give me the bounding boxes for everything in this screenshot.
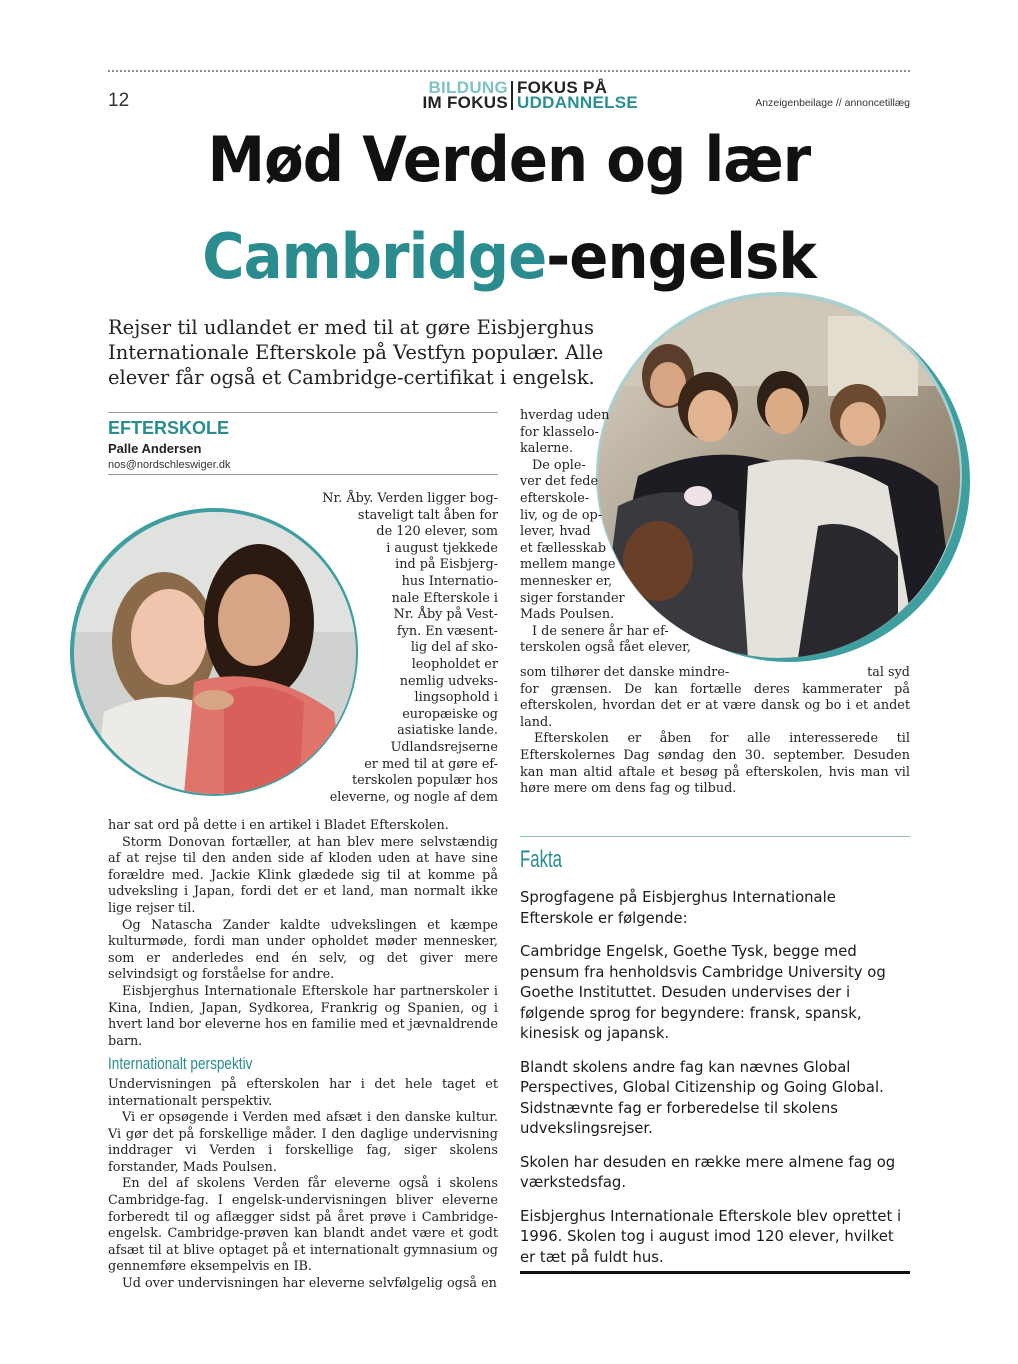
fakta-bottom-rule	[520, 1271, 910, 1274]
article-intro-wrap	[108, 491, 498, 806]
masthead-uddannelse: UDDANNELSE	[517, 93, 639, 112]
wrap-line: I de senere år har ef-	[532, 623, 669, 639]
paragraph: Undervisningen på efterskolen har i det hele taget et internationalt perspektiv.	[108, 1076, 498, 1109]
wrap-line: efterskole-	[520, 490, 590, 506]
intro-line: europæiske og	[402, 706, 498, 722]
masthead-im-fokus: IM FOKUS	[422, 93, 508, 112]
split-line	[520, 665, 910, 682]
headline-line-2	[36, 220, 983, 293]
paragraph: Storm Donovan fortæller, at han blev mere selvstændig af at rejse til den anden side af kloden uden at have sine forældre med. Jackie Klink glædede sig til at komme på udveksling i Japan, fordi det er et land, man normalt ikke lige rejser til.	[108, 834, 498, 916]
fakta-title: Fakta	[520, 846, 563, 873]
wrap-line: liv, og de op-	[520, 507, 603, 523]
intro-line: i august tjekkede	[386, 540, 498, 556]
top-dotted-rule	[108, 70, 910, 72]
intro-line: nemlig udveks-	[399, 673, 498, 689]
paragraph: for grænsen. De kan fortælle deres kammerater på efterskolen, hvordan det er at være dansk og bo i et andet land.	[520, 681, 910, 730]
fakta-paragraph: Sprogfagene på Eisbjerghus Internationale Efterskole er følgende:	[520, 889, 836, 927]
author-name: Palle Andersen	[108, 441, 202, 456]
masthead-fokus-paa: FOKUS PÅ	[517, 78, 608, 97]
paragraph: har sat ord på dette i en artikel i Bladet Efterskolen.	[108, 818, 449, 833]
wrap-line: De ople-	[532, 457, 586, 473]
wrap-line: mellem mange	[520, 557, 616, 573]
headline-line-1: Mød Verden og lær	[207, 123, 811, 196]
paragraph: Eisbjerghus Internationale Efterskole har partnerskoler i Kina, Indien, Japan, Sydkorea, Frankrig og Spanien, og i hvert land bor eleverne hos en familie med et jævnaldrende barn.	[108, 983, 498, 1049]
section-masthead	[398, 80, 668, 112]
intro-line: staveligt talt åben for	[357, 507, 498, 523]
group-photo-illustration	[598, 296, 960, 658]
intro-line: asiatiske lande.	[397, 723, 498, 739]
article-body-right	[520, 665, 910, 798]
page-number: 12	[108, 90, 130, 111]
intro-line: terskolen populær hos	[352, 773, 498, 789]
fakta-paragraph: Blandt skolens andre fag kan nævnes Global Perspectives, Global Citizenship og Going Global. Sidstnævnte fag er forberedelse til skolens udvekslingsrejser.	[520, 1058, 884, 1137]
wrap-line: siger forstander	[520, 590, 625, 606]
paragraph: Ud over undervisningen har eleverne selvfølgelig også en	[122, 1276, 497, 1292]
paragraph: Vi er opsøgende i Verden med afsæt i den danske kultur. Vi gør det på forskellige måder. I den daglige undervisning inddrager vi Verden i forskellige fag, siger skolens forstander, Mads Poulsen.	[108, 1110, 498, 1175]
headline-rest: -engelsk	[546, 220, 816, 293]
masthead-bildung: BILDUNG	[428, 78, 508, 97]
paragraph: Efterskolen er åben for alle interesserede til Efterskolernes Dag søndag den 30. september. Desuden kan man altid aftale et besøg på efterskolen, hvis man vil høre mere om dens fag og tilbud.	[520, 731, 910, 797]
intro-line: eleverne, og nogle af dem	[329, 789, 498, 805]
fakta-paragraph: Cambridge Engelsk, Goethe Tysk, begge med pensum fra henholdsvis Cambridge University og Goethe Instituttet. Desuden undervises der i følgende sprog for begyndere: fransk, spansk, kinesisk og japansk.	[520, 943, 886, 1042]
intro-line: ind på Eisbjerg-	[395, 557, 498, 573]
wrap-line: kalerne.	[520, 441, 574, 457]
section-kicker: EFTERSKOLE	[108, 418, 230, 438]
intro-line: lig del af sko-	[410, 640, 498, 656]
supplement-label: Anzeigenbeilage // annoncetillæg	[755, 97, 910, 109]
split-left: som tilhører det danske mindre-	[520, 665, 730, 680]
fakta-box	[520, 888, 910, 1281]
paragraph: En del af skolens Verden får eleverne også i skolens Cambridge-fag. I engelsk-undervisningen bliver eleverne forberedt til og aflægger sidst på året prøve i Cambridge-engelsk. Cambridge-prøven kan blandt andet være et godt afsæt til at blive optaget på et internationalt gymnasium og gennemføre eksempelvis en IB.	[108, 1176, 498, 1275]
fakta-rule	[520, 836, 910, 837]
wrap-line: mennesker er,	[520, 573, 613, 589]
article-body-left	[108, 818, 498, 1293]
wrap-line: ver det fede	[520, 474, 599, 490]
wrap-line: Mads Poulsen.	[520, 607, 615, 623]
article-wrap-right	[520, 408, 691, 657]
intro-line: Nr. Åby. Verden ligger bog-	[322, 491, 498, 506]
intro-line: lingsophold i	[414, 690, 498, 706]
intro-line: de 120 elever, som	[376, 524, 498, 540]
intro-line: er med til at gøre ef-	[364, 756, 498, 772]
intro-line: hus Internatio-	[401, 573, 498, 589]
split-right: tal syd	[867, 665, 910, 680]
byline-rule-top	[108, 412, 498, 413]
intro-line: Nr. Åby på Vest-	[393, 607, 498, 623]
wrap-line: lever, hvad	[520, 524, 591, 540]
fakta-paragraph: Skolen har desuden en række mere almene fag og værkstedsfag.	[520, 1153, 896, 1191]
intro-line: fyn. En væsent-	[396, 623, 498, 639]
paragraph: Og Natascha Zander kaldte udvekslingen et kæmpe kulturmøde, fordi man under opholdet møder mennesker, som er anderledes end én selv, og det giver mere selvindsigt og forståelse for andre.	[108, 917, 498, 983]
intro-line: Udlandsrejserne	[390, 739, 498, 755]
author-email: nos@nordschleswiger.dk	[108, 459, 231, 471]
wrap-line: et fællesskab	[520, 540, 607, 556]
fakta-paragraph: Eisbjerghus Internationale Efterskole blev oprettet i 1996. Skolen tog i august imod 120 elever, hvilket er tæt på fuldt hus.	[520, 1207, 902, 1266]
byline-rule-bottom	[108, 474, 498, 475]
wrap-line: hverdag uden	[520, 408, 610, 423]
wrap-line: for klasselo-	[520, 424, 599, 440]
intro-line: leopholdet er	[411, 656, 498, 672]
masthead-divider	[511, 81, 513, 110]
intro-line: nale Efterskole i	[391, 590, 498, 606]
subheading: Internationalt perspektiv	[108, 1054, 253, 1074]
wrap-line: terskolen også fået elever,	[520, 640, 691, 656]
article-lead: Rejser til udlandet er med til at gøre Eisbjerghus Internationale Efterskole på Vestfyn populær. Alle elever får også et Cambridge-certifikat i engelsk.	[108, 316, 604, 389]
headline-accent: Cambridge	[202, 220, 547, 293]
photo-students-group	[598, 296, 960, 658]
